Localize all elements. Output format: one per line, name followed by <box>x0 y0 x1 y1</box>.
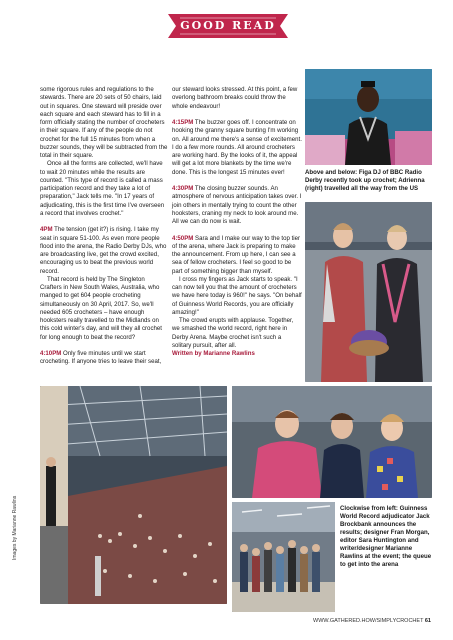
photo-credit: Images by Marianne Rawlins <box>12 495 18 560</box>
paragraph: The crowd erupts with applause. Together, we smashed the world record, right here in Derby Arena. Maybe crochet isn't such a solitary pursuit, after all. <box>172 317 294 349</box>
photo-two-crocheters <box>305 202 432 382</box>
paragraph <box>172 235 302 276</box>
section-banner <box>168 14 288 38</box>
paragraph: Once all the forms are collected, we'll have to wait 20 minutes while the results are counted. "This type of record is called a mass participation record and they take a lot of preparation," Jack tells me. "In 17 years of adjudicating, this is the first time I've overseen a record that involves crochet." <box>40 160 165 217</box>
timestamp: 4:15PM <box>172 119 194 126</box>
article-column-1 <box>40 86 168 367</box>
photo-radio-dj <box>305 69 432 165</box>
banner-label: GOOD READ <box>180 19 276 32</box>
paragraph: That record is held by The Singleton Crafters in New South Wales, Australia, who manged to get 604 people crocheting simultaneously on 30 April, 2017. So, we'll needed 605 crocheters – have enough hooksters really travelled to the Midlands on this cold winter's day, and will they all crochet for long enough to beat the record? <box>40 275 162 341</box>
photo-caption-bottom: Clockwise from left: Guinness World Record adjudicator Jack Brockbank announces the results; designer Fran Morgan, editor Sara Huntington and writer/designer Marianne Rawlins at the event; the queue to get into the arena <box>340 505 432 568</box>
paragraph: some rigorous rules and regulations to the stewards. There are 20 sets of 50 chairs, laid out in squares. One steward will preside over each square and each steward has to fill in a form officially stating the number of crocheters in their square. If any of the people do not crochet for the full 15 minutes from when a buzzer sounds, they will be subtracted from the total in their square. <box>40 86 168 159</box>
timestamp: 4:10PM <box>40 350 62 357</box>
article-column-2 <box>172 86 302 358</box>
photo-arena-queue <box>232 502 335 612</box>
paragraph <box>40 226 168 276</box>
photo-caption-top: Above and below: Figa DJ of BBC Radio Derby recently took up crochet; Adrienna (right) travelled all the way from the US <box>305 169 425 192</box>
timestamp: 4:50PM <box>172 234 194 242</box>
paragraph-text: Only five minutes until we start crocheting. If anyone tries to leave their seat, <box>40 350 162 366</box>
timestamp: 4PM <box>40 226 53 234</box>
paragraph-text: The tension (get it?) is rising. I take my seat in square 51-100. As even more people flood into the arena, the Radio Derby DJs, who are broadcasting live, get the crowd excited, encouraging us to beat the previous world record. <box>40 226 167 275</box>
footer-url: WWW.GATHERED.HOW/SIMPLYCROCHET <box>313 618 424 624</box>
paragraph-text: Sara and I make our way to the top tier of the arena, where Jack is preparing to make the announcement. From up here, I can see a sea of fellow crocheters. I feel so good to be part of something bigger than myself. <box>172 234 301 275</box>
photo-event-team <box>232 386 432 498</box>
paragraph-text: The buzzer goes off. I concentrate on hooking the granny square bunting I'm working on. All around me there's a sense of excitement. I do a few more rounds. All around crocheters are working hard. By the looks of it, the appeal will get a lot more blankets by the time we're done. This is the longest 15 minutes ever! <box>172 119 302 176</box>
paragraph <box>172 119 302 177</box>
timestamp: 4:30PM <box>172 185 194 192</box>
page-number: 61 <box>424 618 431 624</box>
paragraph <box>40 350 168 367</box>
page-footer <box>313 618 431 624</box>
photo-arena-announcement <box>40 386 227 604</box>
paragraph: I cross my fingers as Jack starts to speak. "I can now tell you that the amount of crocheters we have here today is 960!" he says. "On behalf of Guinness World Records, you are officially amazing!" <box>172 275 302 316</box>
paragraph <box>172 185 302 226</box>
byline: Written by Marianne Rawlins <box>172 350 255 357</box>
paragraph-text: The closing buzzer sounds. An atmosphere of nervous anticipation takes over. I join others in mentally trying to count the other hooksters, craning my neck to look around me. All we can do now is wait. <box>172 185 302 225</box>
paragraph: our steward looks stressed. At this point, a few overlong bathroom breaks could throw the whole endeavour! <box>172 86 298 110</box>
